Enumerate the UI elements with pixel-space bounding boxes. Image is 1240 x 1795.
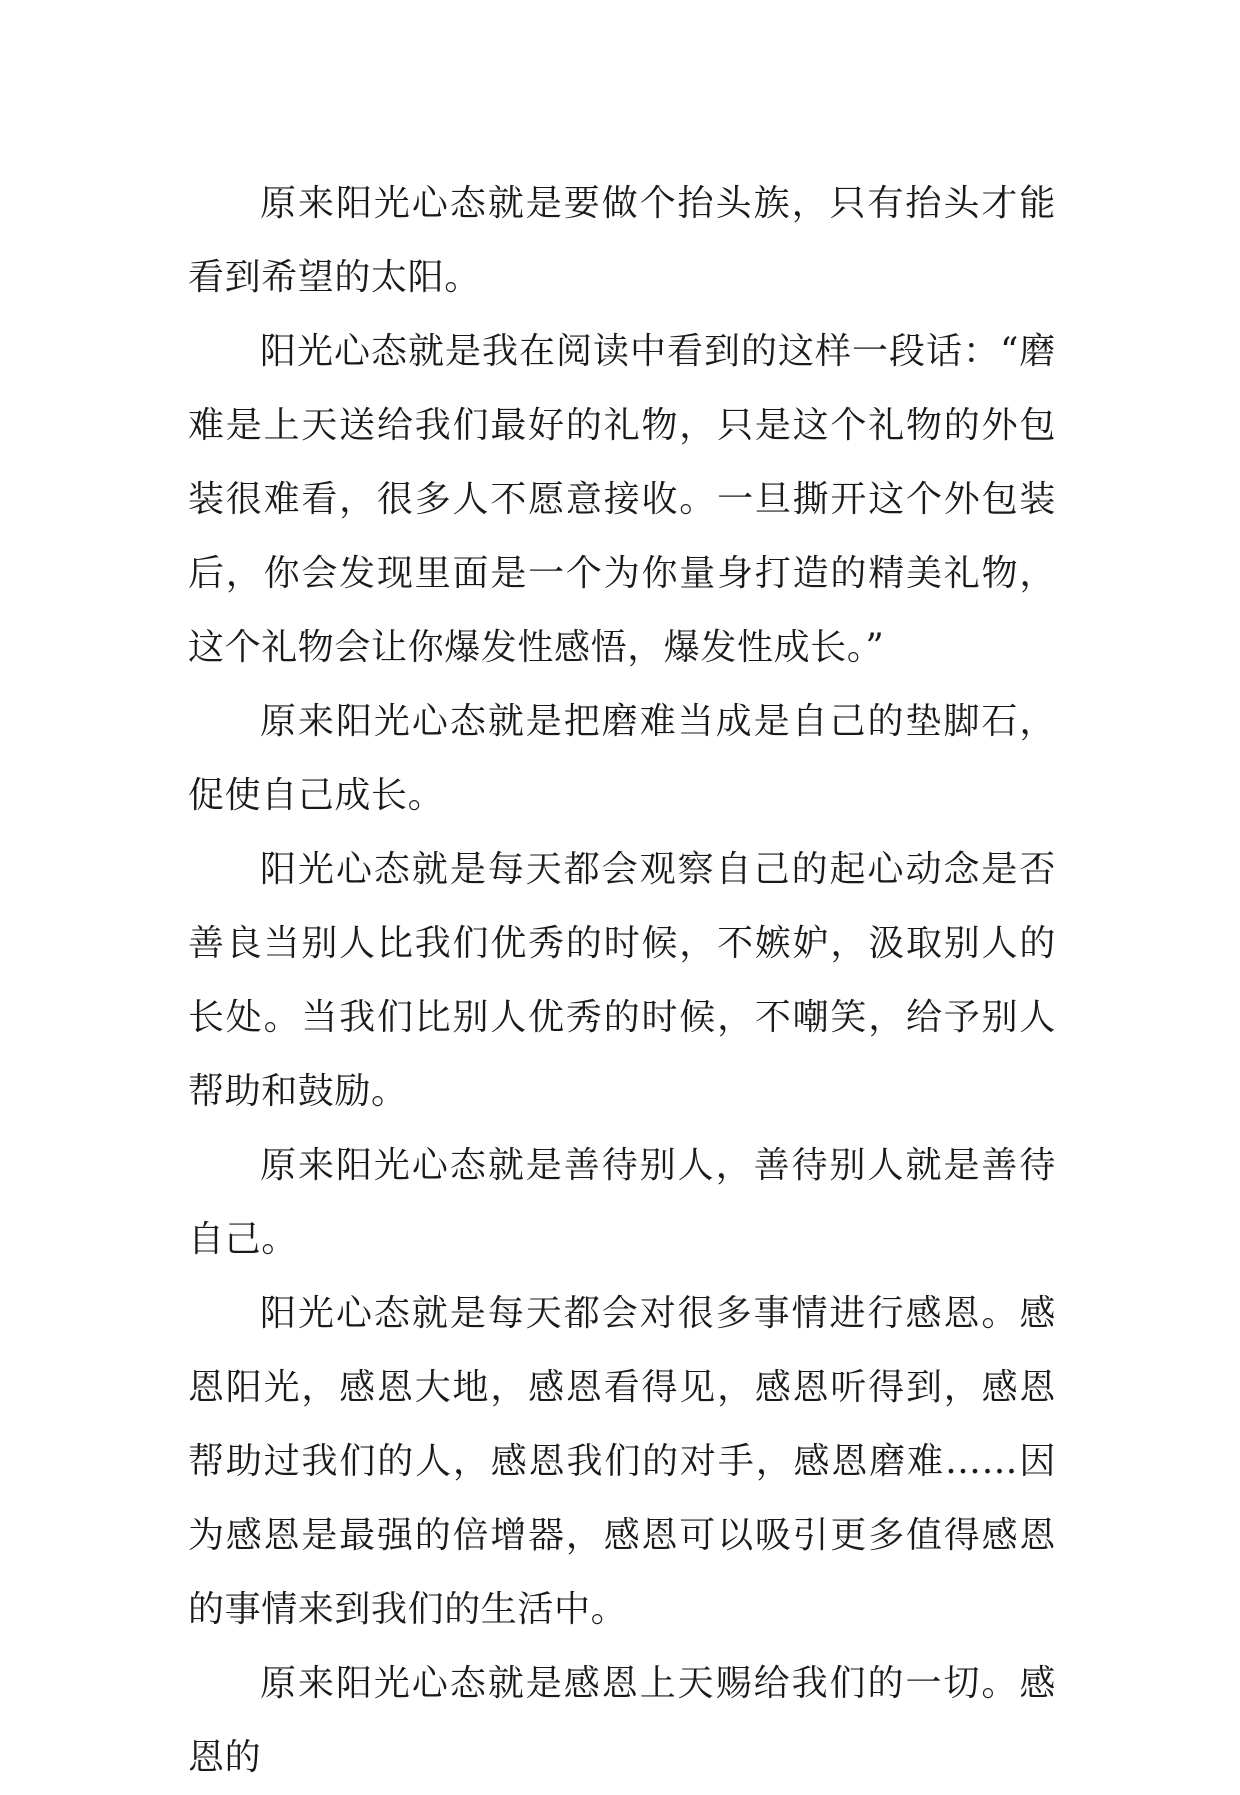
- paragraph-1: 原来阳光心态就是要做个抬头族，只有抬头才能看到希望的太阳。: [188, 183, 1056, 298]
- paragraph-2: 阳光心态就是我在阅读中看到的这样一段话：“磨难是上天送给我们最好的礼物，只是这个礼物的外包装很难看，很多人不愿意接收。一旦撕开这个外包装后，你会发现里面是一个为你量身打造的精美礼物，这个礼物会让你爆发性感悟，爆发性成长。”: [188, 331, 1056, 668]
- paragraph-7: 原来阳光心态就是感恩上天赐给我们的一切。感恩的: [188, 1663, 1056, 1778]
- paragraph-4: 阳光心态就是每天都会观察自己的起心动念是否善良当别人比我们优秀的时候，不嫉妒，汲取别人的长处。当我们比别人优秀的时候，不嘲笑，给予别人帮助和鼓励。: [188, 849, 1056, 1112]
- document-body: [188, 167, 1056, 1795]
- paragraph-6: 阳光心态就是每天都会对很多事情进行感恩。感恩阳光，感恩大地，感恩看得见，感恩听得到，感恩帮助过我们的人，感恩我们的对手，感恩磨难……因为感恩是最强的倍增器，感恩可以吸引更多值得感恩的事情来到我们的生活中。: [188, 1293, 1056, 1630]
- paragraph-5: 原来阳光心态就是善待别人，善待别人就是善待自己。: [188, 1145, 1056, 1260]
- paragraph-3: 原来阳光心态就是把磨难当成是自己的垫脚石，促使自己成长。: [188, 701, 1056, 816]
